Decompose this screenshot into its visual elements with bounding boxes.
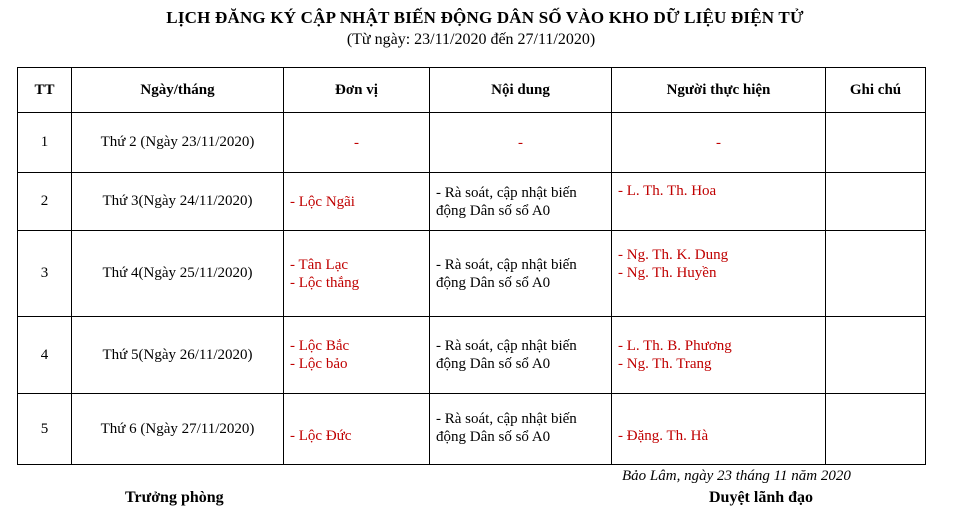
table-row [18,173,926,231]
content-line: - Rà soát, cập nhật biến [436,184,577,201]
content-line: động Dân số sổ A0 [436,274,551,291]
content-line: động Dân số sổ A0 [436,429,551,445]
unit-line: - Lộc thắng [290,274,360,291]
cell-unit [284,317,430,394]
unit-line: - Lộc Đức [290,428,352,444]
content-line: - [518,134,523,151]
content-line: động Dân số sổ A0 [436,356,551,372]
cell-content [430,231,612,317]
cell-note [826,113,926,173]
cell-date: Thứ 3(Ngày 24/11/2020) [72,173,284,231]
cell-note [826,173,926,231]
people-line: - Ng. Th. Trang [618,356,712,372]
table-row [18,231,926,317]
header-date: Ngày/tháng [72,68,284,113]
header-note: Ghi chú [826,68,926,113]
cell-people [612,173,826,231]
cell-unit [284,173,430,231]
unit-line: - Lộc Bắc [290,338,350,354]
cell-tt: 1 [18,113,72,173]
schedule-table [17,67,926,465]
cell-content [430,173,612,231]
content-line: - Rà soát, cập nhật biến [436,338,577,354]
document-subtitle: (Từ ngày: 23/11/2020 đến 27/11/2020) [346,31,596,48]
cell-content [430,394,612,465]
unit-line: - Tân Lạc [290,256,349,273]
people-line: - Ng. Th. Huyền [618,265,717,281]
left-signature-title: Trưởng phòng [125,489,224,506]
header-content: Nội dung [430,68,612,113]
right-signature-title: Duyệt lãnh đạo [709,489,814,506]
cell-date: Thứ 6 (Ngày 27/11/2020) [72,394,284,465]
cell-tt: 4 [18,317,72,394]
cell-unit [284,113,430,173]
cell-note [826,231,926,317]
people-line: - Đặng. Th. Hà [618,428,709,444]
people-line: - L. Th. Th. Hoa [618,183,717,199]
cell-date: Thứ 4(Ngày 25/11/2020) [72,231,284,317]
unit-line: - [354,134,359,151]
cell-unit [284,394,430,465]
header-unit: Đơn vị [284,68,430,113]
unit-line: - Lộc bảo [290,356,348,372]
cell-people [612,394,826,465]
cell-tt: 5 [18,394,72,465]
cell-unit [284,231,430,317]
cell-content [430,317,612,394]
content-line: - Rà soát, cập nhật biến [436,411,577,427]
content-line: động Dân số sổ A0 [436,202,551,219]
cell-note [826,317,926,394]
unit-line: - Lộc Ngãi [290,193,355,210]
cell-people [612,231,826,317]
document-title: LỊCH ĐĂNG KÝ CẬP NHẬT BIẾN ĐỘNG DÂN SỐ VÀO KHO DỮ LIỆU ĐIỆN TỬ [166,8,804,27]
cell-content [430,113,612,173]
cell-people [612,113,826,173]
signing-date: Bảo Lâm, ngày 23 tháng 11 năm 2020 [622,468,851,484]
cell-date: Thứ 5(Ngày 26/11/2020) [72,317,284,394]
content-line: - Rà soát, cập nhật biến [436,256,577,273]
header-people: Người thực hiện [612,68,826,113]
table-row [18,317,926,394]
people-line: - L. Th. B. Phương [618,338,732,354]
cell-date: Thứ 2 (Ngày 23/11/2020) [72,113,284,173]
cell-tt: 3 [18,231,72,317]
cell-tt: 2 [18,173,72,231]
header-tt: TT [18,68,72,113]
people-line: - [716,134,721,151]
table-row [18,394,926,465]
table-header-row [18,68,926,113]
cell-people [612,317,826,394]
people-line: - Ng. Th. K. Dung [618,247,729,263]
table-row [18,113,926,173]
cell-note [826,394,926,465]
